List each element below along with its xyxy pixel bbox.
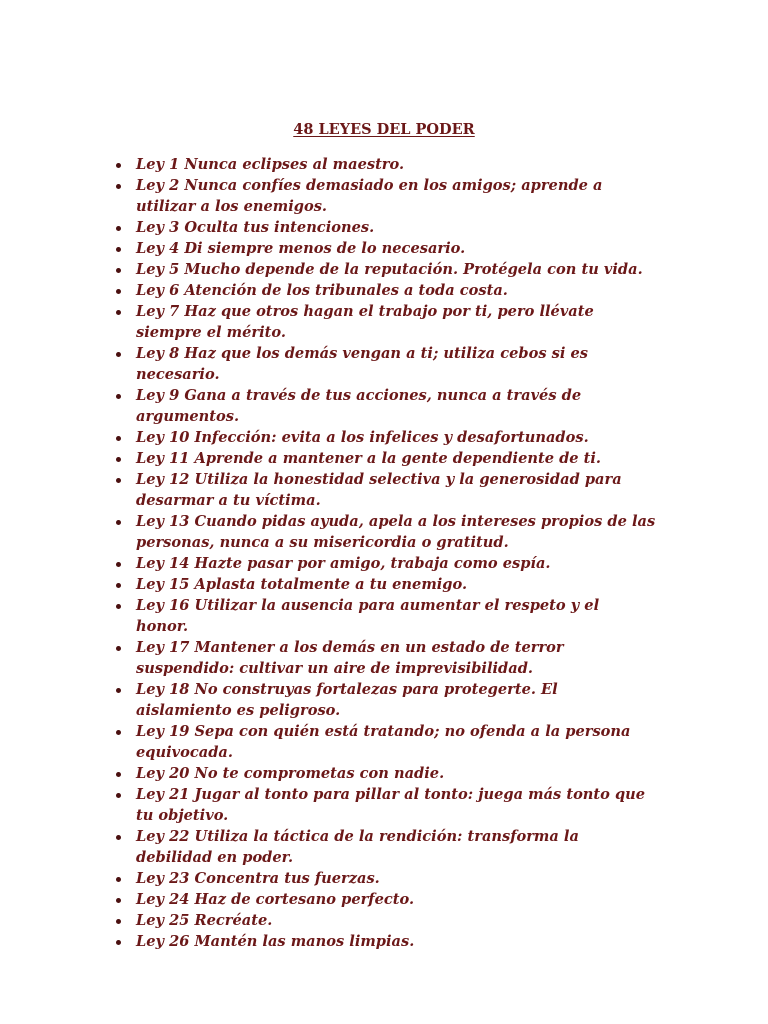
bullet-icon [116,646,121,651]
bullet-icon [116,562,121,567]
law-list-item [136,385,656,427]
bullet-icon [116,520,121,525]
law-text: Ley 18 No construyas fortalezas para protegerte. El aislamiento es peligroso. [136,681,558,719]
law-list-item [136,238,656,259]
bullet-icon [116,583,121,588]
law-text: Ley 13 Cuando pidas ayuda, apela a los intereses propios de las personas, nunca a su misericordia o gratitud. [136,513,656,551]
bullet-icon [116,289,121,294]
bullet-icon [116,877,121,882]
bullet-icon [116,604,121,609]
bullet-icon [116,898,121,903]
bullet-icon [116,394,121,399]
law-list-item [136,280,656,301]
law-text: Ley 21 Jugar al tonto para pillar al tonto: juega más tonto que tu objetivo. [136,786,646,824]
law-list-item [136,217,656,238]
law-list-item [136,343,656,385]
bullet-icon [116,436,121,441]
law-text: Ley 25 Recréate. [136,912,273,929]
law-text: Ley 26 Mantén las manos limpias. [136,933,415,950]
law-text: Ley 14 Hazte pasar por amigo, trabaja como espía. [136,555,551,572]
law-text: Ley 2 Nunca confíes demasiado en los amigos; aprende a utilizar a los enemigos. [136,177,603,215]
law-list-item [136,259,656,280]
bullet-icon [116,226,121,231]
laws-list [136,154,656,952]
law-list-item [136,427,656,448]
law-list-item [136,301,656,343]
bullet-icon [116,730,121,735]
bullet-icon [116,352,121,357]
law-list-item [136,154,656,175]
law-text: Ley 3 Oculta tus intenciones. [136,219,375,236]
bullet-icon [116,184,121,189]
law-list-item [136,553,656,574]
law-list-item [136,868,656,889]
law-text: Ley 5 Mucho depende de la reputación. Protégela con tu vida. [136,261,643,278]
law-text: Ley 16 Utilizar la ausencia para aumentar el respeto y el honor. [136,597,600,635]
law-text: Ley 20 No te comprometas con nadie. [136,765,445,782]
law-list-item [136,637,656,679]
law-text: Ley 7 Haz que otros hagan el trabajo por ti, pero llévate siempre el mérito. [136,303,594,341]
law-list-item [136,910,656,931]
law-list-item [136,826,656,868]
bullet-icon [116,457,121,462]
bullet-icon [116,310,121,315]
law-text: Ley 8 Haz que los demás vengan a ti; utiliza cebos si es necesario. [136,345,588,383]
law-list-item [136,931,656,952]
law-text: Ley 15 Aplasta totalmente a tu enemigo. [136,576,468,593]
bullet-icon [116,919,121,924]
law-text: Ley 19 Sepa con quién está tratando; no ofenda a la persona equivocada. [136,723,631,761]
bullet-icon [116,688,121,693]
law-list-item [136,784,656,826]
bullet-icon [116,478,121,483]
law-text: Ley 6 Atención de los tribunales a toda costa. [136,282,508,299]
law-text: Ley 9 Gana a través de tus acciones, nunca a través de argumentos. [136,387,582,425]
law-text: Ley 10 Infección: evita a los infelices y desafortunados. [136,429,589,446]
law-list-item [136,448,656,469]
law-text: Ley 24 Haz de cortesano perfecto. [136,891,415,908]
bullet-icon [116,163,121,168]
law-list-item [136,763,656,784]
bullet-icon [116,268,121,273]
law-text: Ley 11 Aprende a mantener a la gente dependiente de ti. [136,450,602,467]
document-title: 48 LEYES DEL PODER [293,121,475,138]
bullet-icon [116,835,121,840]
law-text: Ley 23 Concentra tus fuerzas. [136,870,380,887]
law-list-item [136,721,656,763]
bullet-icon [116,247,121,252]
law-list-item [136,889,656,910]
law-list-item [136,175,656,217]
bullet-icon [116,772,121,777]
law-list-item [136,511,656,553]
law-text: Ley 17 Mantener a los demás en un estado de terror suspendido: cultivar un aire de imprevisibilidad. [136,639,564,677]
law-list-item [136,469,656,511]
bullet-icon [116,940,121,945]
law-list-item [136,595,656,637]
law-text: Ley 1 Nunca eclipses al maestro. [136,156,405,173]
law-text: Ley 12 Utiliza la honestidad selectiva y la generosidad para desarmar a tu víctima. [136,471,622,509]
law-text: Ley 4 Di siempre menos de lo necesario. [136,240,466,257]
bullet-icon [116,793,121,798]
law-list-item [136,574,656,595]
law-text: Ley 22 Utiliza la táctica de la rendición: transforma la debilidad en poder. [136,828,579,866]
law-list-item [136,679,656,721]
